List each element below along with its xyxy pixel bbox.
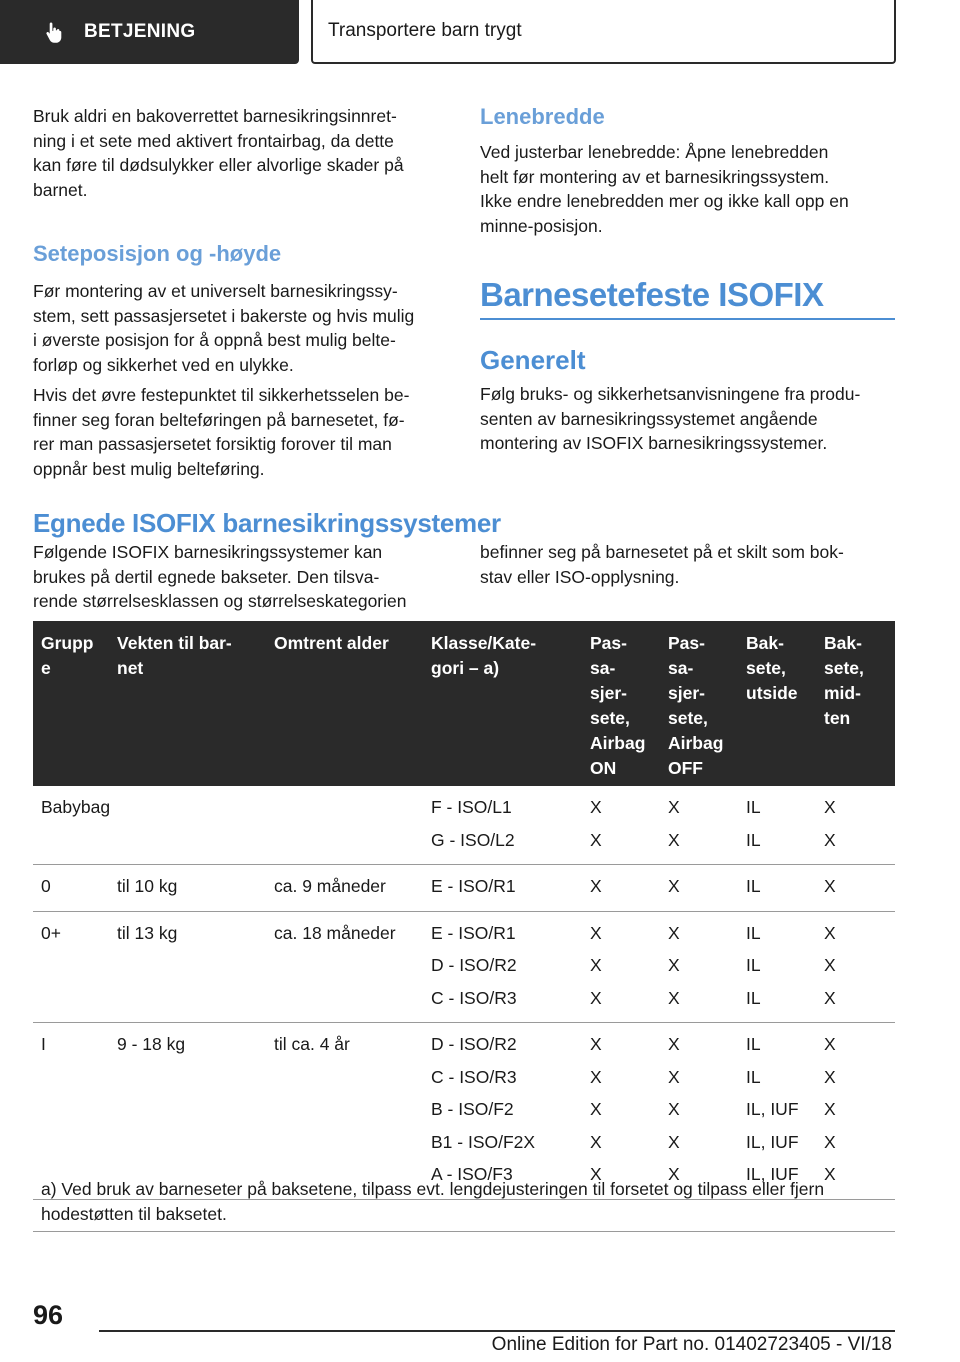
column-header bbox=[590, 631, 645, 781]
table-cell: X bbox=[590, 1099, 602, 1119]
belt-guide-paragraph bbox=[33, 383, 453, 481]
header-line: Vekten til bar‐ bbox=[117, 633, 232, 653]
table-cell: IL bbox=[746, 797, 761, 817]
header-line: OFF bbox=[668, 758, 703, 778]
text-line: Før montering av et universelt barnesikringssy‐ bbox=[33, 281, 398, 301]
table-cell: E - ISO/R1 bbox=[431, 922, 516, 943]
table-cell: X bbox=[668, 797, 680, 817]
text-line: brukes på dertil egnede bakseter. Den tilsva‐ bbox=[33, 566, 380, 587]
table-cell: IL bbox=[746, 829, 761, 850]
table-cell: X bbox=[590, 1066, 602, 1087]
header-line: utside bbox=[746, 683, 798, 703]
text-line: stav eller ISO-opplysning. bbox=[480, 566, 680, 587]
table-cell: C - ISO/R3 bbox=[431, 987, 517, 1008]
footer-divider bbox=[99, 1330, 895, 1332]
table-cell: C - ISO/R3 bbox=[431, 1066, 517, 1087]
table-row-group bbox=[33, 786, 895, 865]
header-line: Pas‐ bbox=[668, 633, 705, 653]
table-cell: B - ISO/F2 bbox=[431, 1099, 514, 1119]
table-cell: IL bbox=[746, 955, 761, 975]
table-cell: X bbox=[668, 955, 680, 975]
table-body bbox=[33, 786, 895, 1200]
text-line: Følgende ISOFIX barnesikringssystemer kan bbox=[33, 542, 383, 562]
text-line: Følg bruks- og sikkerhetsanvisningene fra produ‐ bbox=[480, 384, 861, 404]
group-cell: 0+ bbox=[41, 922, 61, 943]
table-cell: X bbox=[668, 876, 680, 896]
table-cell: X bbox=[824, 829, 836, 850]
header-line: sete, bbox=[746, 658, 786, 678]
header-line: Bak‐ bbox=[746, 633, 784, 653]
age-cell: til ca. 4 år bbox=[274, 1034, 350, 1054]
suitable-isofix-heading: Egnede ISOFIX barnesikringssystemer bbox=[33, 508, 501, 538]
column-header bbox=[41, 631, 94, 681]
page-number: 96 bbox=[33, 1300, 64, 1330]
header-line: sete, bbox=[824, 658, 864, 678]
edition-text: Online Edition for Part no. 01402723405 - VI/18 bbox=[491, 1334, 892, 1355]
table-cell: X bbox=[668, 1131, 680, 1152]
table-cell: X bbox=[668, 1034, 680, 1054]
header-line: sete, bbox=[590, 708, 630, 728]
age-cell: ca. 9 måneder bbox=[274, 876, 386, 896]
table-cell: X bbox=[824, 1131, 836, 1152]
table-cell: X bbox=[824, 955, 836, 975]
text-line: helt før montering av et barnesikringssystem. bbox=[480, 166, 830, 187]
table-cell: X bbox=[590, 922, 602, 943]
table-cell: X bbox=[824, 1164, 836, 1184]
age-cell: ca. 18 måneder bbox=[274, 922, 396, 943]
table-cell: X bbox=[824, 1066, 836, 1087]
table-cell: IL bbox=[746, 987, 761, 1008]
text-line: a) Ved bruk av barneseter på baksetene, tilpass evt. lengdejusteringen til forsetet og tilpass eller fjern bbox=[41, 1179, 825, 1199]
header-title-box bbox=[311, 0, 896, 64]
table-cell: IL, IUF bbox=[746, 1131, 799, 1152]
table-cell: D - ISO/R2 bbox=[431, 1034, 517, 1054]
table-cell: A - ISO/F3 bbox=[431, 1164, 513, 1184]
table-cell: B1 - ISO/F2X bbox=[431, 1131, 536, 1152]
pointing-hand-icon bbox=[42, 20, 66, 44]
text-line: oppnår best mulig belteføring. bbox=[33, 458, 265, 479]
section-intro-right bbox=[480, 540, 900, 589]
table-cell: IL bbox=[746, 876, 761, 896]
column-header bbox=[117, 631, 232, 681]
weight-cell: 9 - 18 kg bbox=[117, 1034, 186, 1054]
group-cell: I bbox=[41, 1034, 46, 1054]
table-header bbox=[33, 621, 895, 786]
table-row-group bbox=[33, 1023, 895, 1200]
text-line: stem, sett passasjersetet i bakerste og hvis mulig bbox=[33, 305, 415, 326]
header-line: Bak‐ bbox=[824, 633, 862, 653]
header-line: Grupp bbox=[41, 633, 94, 653]
airbag-warning-paragraph bbox=[33, 104, 453, 202]
seat-position-heading: Seteposisjon og -høyde bbox=[33, 241, 282, 266]
table-cell: IL bbox=[746, 922, 761, 943]
text-line: Bruk aldri en bakoverrettet barnesikringsinnret‐ bbox=[33, 106, 397, 126]
section-label: BETJENING bbox=[84, 21, 196, 42]
section-tab bbox=[0, 0, 299, 64]
table-cell: X bbox=[590, 829, 602, 850]
table-footnote bbox=[41, 1177, 891, 1227]
table-cell: X bbox=[668, 1066, 680, 1087]
table-cell: X bbox=[590, 987, 602, 1008]
table-cell: X bbox=[668, 987, 680, 1008]
header-line: Airbag bbox=[668, 733, 724, 753]
header-line: sjer‐ bbox=[590, 683, 627, 703]
table-cell: X bbox=[824, 922, 836, 943]
text-line: Hvis det øvre festepunktet til sikkerhetsselen be‐ bbox=[33, 385, 410, 405]
isofix-heading: Barnesetefeste ISOFIX bbox=[480, 276, 824, 313]
text-line: finner seg foran belteføringen på barnesetet, fø‐ bbox=[33, 409, 405, 430]
divider bbox=[33, 1231, 895, 1232]
header-line: sete, bbox=[668, 708, 708, 728]
table-cell: E - ISO/R1 bbox=[431, 876, 516, 896]
table-cell: X bbox=[590, 797, 602, 817]
column-header bbox=[668, 631, 723, 781]
text-line: barnet. bbox=[33, 179, 88, 200]
table-cell: X bbox=[668, 922, 680, 943]
text-line: hodestøtten til baksetet. bbox=[41, 1204, 227, 1224]
text-line: montering av ISOFIX barnesikringssystemer. bbox=[480, 433, 828, 453]
text-line: Ved justerbar lenebredde: Åpne lenebredden bbox=[480, 142, 829, 162]
text-line: befinner seg på barnesetet på et skilt som bok‐ bbox=[480, 542, 844, 562]
column-header bbox=[824, 631, 864, 731]
seat-position-paragraph bbox=[33, 279, 453, 377]
table-row-group bbox=[33, 865, 895, 912]
table-cell: X bbox=[824, 876, 836, 896]
weight-cell: til 10 kg bbox=[117, 876, 178, 896]
table-cell: X bbox=[668, 1164, 680, 1184]
text-line: rende størrelsesklassen og størrelseskategorien bbox=[33, 591, 407, 611]
table-cell: X bbox=[590, 1164, 602, 1184]
table-cell: D - ISO/R2 bbox=[431, 955, 517, 975]
header-line: ON bbox=[590, 758, 617, 778]
table-cell: F - ISO/L1 bbox=[431, 797, 512, 817]
header-line: sa‐ bbox=[590, 658, 616, 678]
text-line: senten av barnesikringssystemet angående bbox=[480, 408, 818, 429]
general-heading: Generelt bbox=[480, 345, 586, 375]
text-line: Ikke endre lenebredden mer og ikke kall opp en bbox=[480, 191, 849, 211]
header-line: Pas‐ bbox=[590, 633, 627, 653]
column-header bbox=[274, 631, 389, 656]
table-cell: X bbox=[824, 987, 836, 1008]
header-line: gori – a) bbox=[431, 658, 500, 678]
table-cell: IL, IUF bbox=[746, 1099, 799, 1119]
text-line: kan føre til dødsulykker eller alvorlige skader på bbox=[33, 155, 404, 175]
table-cell: IL, IUF bbox=[746, 1164, 799, 1184]
heading-underline bbox=[480, 318, 895, 320]
table-cell: X bbox=[590, 955, 602, 975]
header-line: mid‐ bbox=[824, 683, 861, 703]
table-cell: X bbox=[590, 1131, 602, 1152]
table-cell: IL bbox=[746, 1066, 761, 1087]
table-cell: X bbox=[590, 876, 602, 896]
header-line: Klasse/Kate‐ bbox=[431, 633, 537, 653]
column-header bbox=[431, 631, 536, 681]
header-line: ten bbox=[824, 708, 851, 728]
table-cell: X bbox=[824, 797, 836, 817]
table-cell: X bbox=[590, 1034, 602, 1054]
backrest-width-paragraph bbox=[480, 140, 900, 238]
header-line: e bbox=[41, 658, 51, 678]
text-line: rer man passasjersetet forsiktig forover til man bbox=[33, 434, 392, 454]
table-cell: G - ISO/L2 bbox=[431, 829, 515, 850]
header-line: Airbag bbox=[590, 733, 646, 753]
table-cell: X bbox=[824, 1034, 836, 1054]
backrest-width-heading: Lenebredde bbox=[480, 104, 605, 129]
section-intro-left bbox=[33, 540, 463, 614]
header-line: net bbox=[117, 658, 144, 678]
table-cell: X bbox=[824, 1099, 836, 1119]
text-line: i øverste posisjon for å oppnå best mulig belte‐ bbox=[33, 330, 396, 350]
header-line: sjer‐ bbox=[668, 683, 705, 703]
header-line: Omtrent alder bbox=[274, 633, 389, 653]
table-row-group bbox=[33, 912, 895, 1024]
text-line: forløp og sikkerhet ved en ulykke. bbox=[33, 354, 294, 375]
column-header bbox=[746, 631, 798, 706]
table-cell: X bbox=[668, 1099, 680, 1119]
group-cell: Babybag bbox=[41, 797, 111, 817]
text-line: ning i et sete med aktivert frontairbag, da dette bbox=[33, 130, 394, 151]
group-cell: 0 bbox=[41, 876, 51, 896]
header-line: sa‐ bbox=[668, 658, 694, 678]
table-cell: X bbox=[668, 829, 680, 850]
table-cell: IL bbox=[746, 1034, 761, 1054]
isofix-table bbox=[33, 621, 895, 1200]
general-paragraph bbox=[480, 382, 900, 456]
page-header-title: Transportere barn trygt bbox=[328, 20, 522, 41]
text-line: minne-posisjon. bbox=[480, 215, 603, 236]
weight-cell: til 13 kg bbox=[117, 922, 178, 943]
